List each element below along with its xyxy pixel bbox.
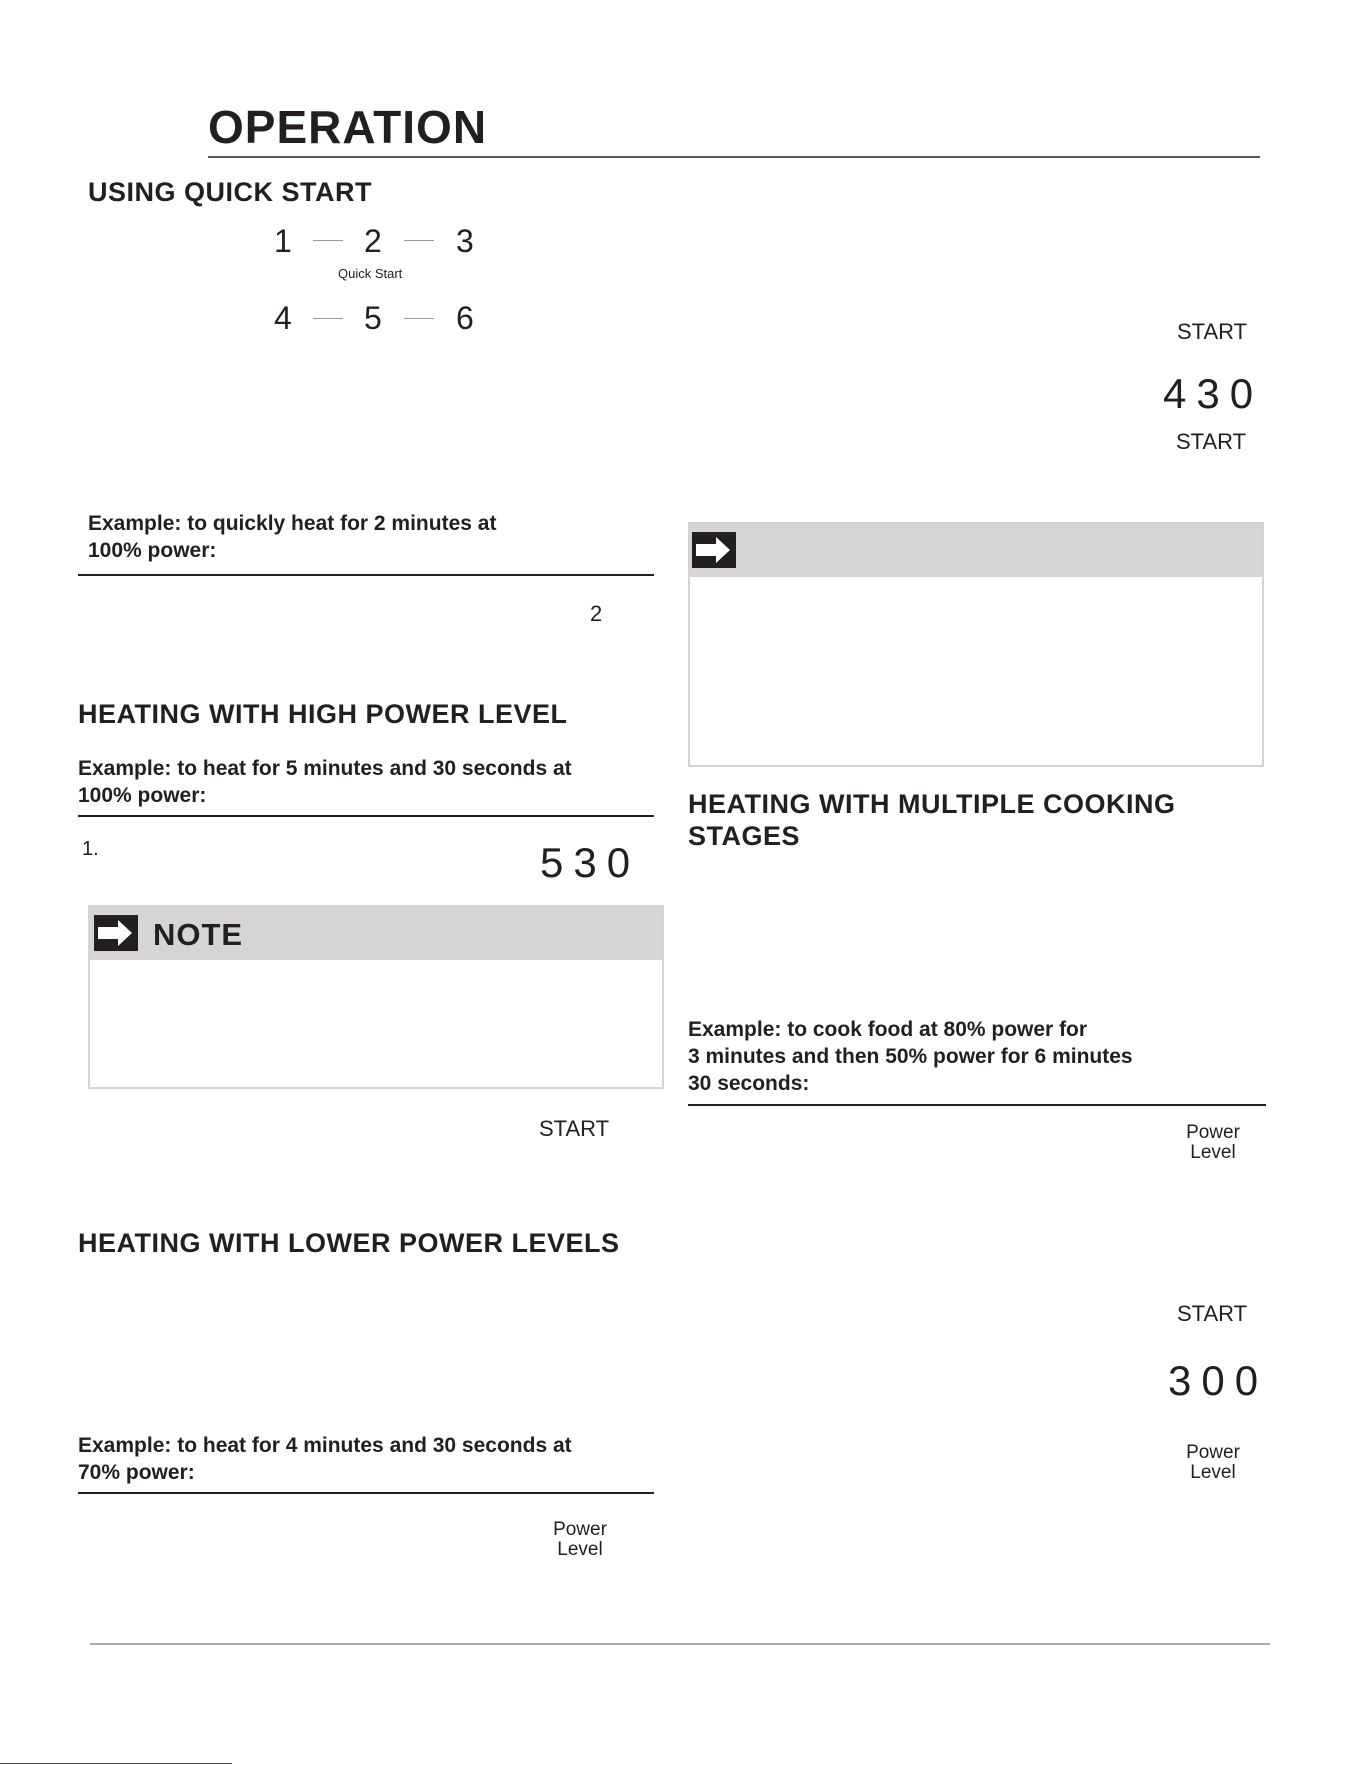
high-power-step-number: 1. (82, 838, 99, 860)
lower-power-heading: HEATING WITH LOWER POWER LEVELS (78, 1228, 620, 1258)
keypad-quick-start-label: Quick Start (338, 266, 403, 281)
tip-box (688, 522, 1264, 767)
title-divider (208, 156, 1260, 158)
quick-start-heading: USING QUICK START (88, 177, 372, 207)
keypad-key-2: 2 (364, 223, 382, 259)
quick-start-example: Example: to quickly heat for 2 minutes at 100% power: (88, 512, 497, 562)
keypad-dash (404, 240, 434, 241)
keypad-dash (404, 318, 434, 319)
right-display-430: 430 (1163, 370, 1264, 417)
power-level-line1: Power (1186, 1122, 1240, 1143)
right-start-key-1: START (1177, 319, 1248, 344)
multi-stage-display-300: 300 (1168, 1357, 1269, 1404)
multi-stage-example-rule (688, 1104, 1266, 1106)
page-title: OPERATION (208, 101, 488, 153)
quick-start-step-key: 2 (590, 601, 603, 626)
keypad-key-6: 6 (456, 300, 474, 336)
multi-stage-heading: HEATING WITH MULTIPLE COOKING STAGES (688, 789, 1176, 851)
lower-power-example: Example: to heat for 4 minutes and 30 seconds at 70% power: (78, 1434, 572, 1484)
lower-power-example-rule (78, 1492, 654, 1494)
high-power-example: Example: to heat for 5 minutes and 30 seconds at 100% power: (78, 757, 572, 807)
keypad-key-3: 3 (456, 223, 474, 259)
note-label: NOTE (153, 917, 244, 952)
lower-power-power-level-key (540, 1520, 620, 1560)
tip-header (690, 524, 1262, 577)
high-power-heading: HEATING WITH HIGH POWER LEVEL (78, 699, 568, 729)
multi-stage-example: Example: to cook food at 80% power for 3 minutes and then 50% power for 6 minutes 30 seconds: (688, 1018, 1133, 1095)
high-power-display: 530 (540, 839, 641, 886)
power-level-line2: Level (1190, 1462, 1236, 1483)
multi-stage-start-key: START (1177, 1301, 1248, 1326)
high-power-start-key: START (539, 1116, 610, 1141)
power-level-line1: Power (553, 1519, 607, 1540)
arrow-right-icon (692, 532, 736, 568)
multi-stage-power-level-key-1 (1173, 1123, 1253, 1163)
note-box (88, 905, 664, 1089)
multi-stage-power-level-key-2 (1173, 1443, 1253, 1483)
power-level-line1: Power (1186, 1442, 1240, 1463)
high-power-example-rule (78, 815, 654, 817)
keypad-key-5: 5 (364, 300, 382, 336)
keypad-key-1: 1 (274, 223, 292, 259)
keypad-dash (313, 240, 343, 241)
arrow-right-icon (94, 915, 138, 951)
keypad-dash (313, 318, 343, 319)
footer-divider (90, 1643, 1270, 1645)
page-edge-mark (0, 1763, 232, 1764)
keypad-key-4: 4 (274, 300, 292, 336)
power-level-line2: Level (1190, 1142, 1236, 1163)
right-start-key-2: START (1176, 429, 1247, 454)
power-level-line2: Level (557, 1539, 603, 1560)
note-header (90, 907, 662, 960)
quick-start-example-rule (78, 574, 654, 576)
